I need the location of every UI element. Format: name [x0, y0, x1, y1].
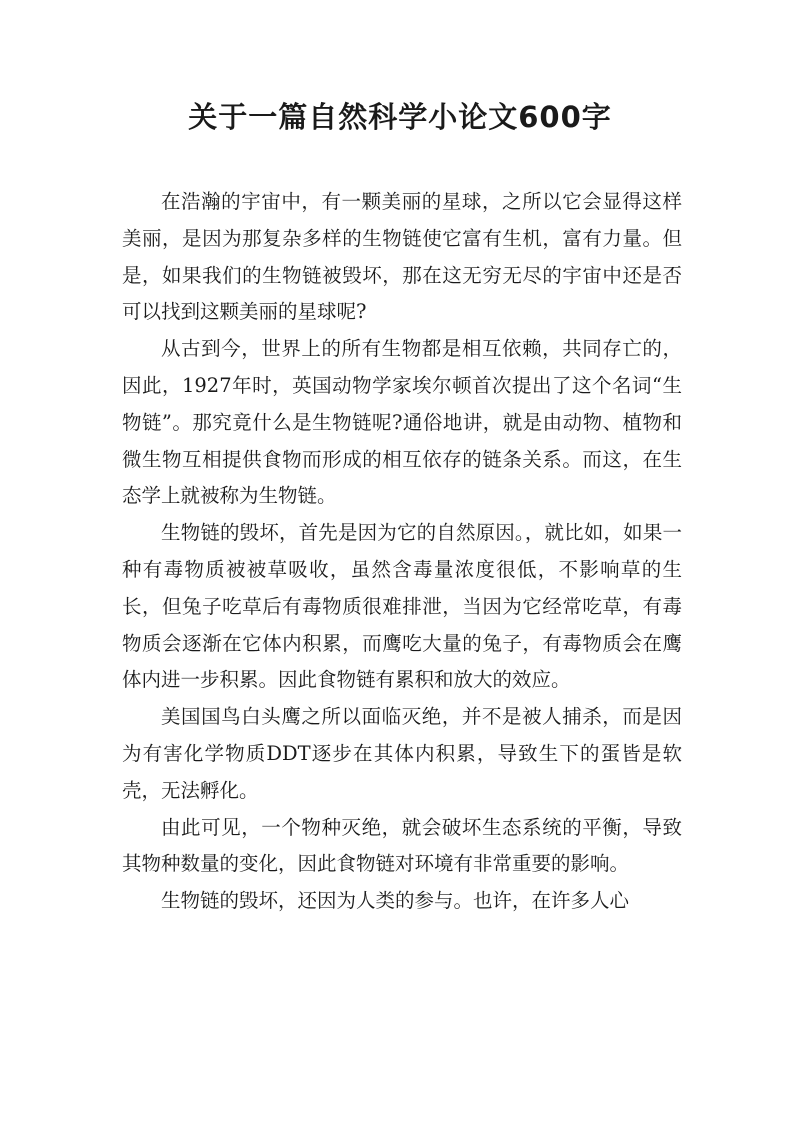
document-title: 关于一篇自然科学小论文600字 [188, 100, 612, 134]
paragraph-3: 生物链的毁坏，首先是因为它的自然原因。，就比如，如果一种有毒物质被被草吸收，虽然含毒量浓度很低，不影响草的生长，但兔子吃草后有毒物质很难排泄，当因为它经常吃草，有毒物质会逐渐在它体内积累，而鹰吃大量的兔子，有毒物质会在鹰体内进一步积累。因此食物链有累积和放大的效应。 [122, 521, 682, 692]
paragraph-2: 从古到今，世界上的所有生物都是相互依赖，共同存亡的，因此，1927年时，英国动物学家埃尔顿首次提出了这个名词“生物链”。那究竟什么是生物链呢?通俗地讲，就是由动物、植物和微生物互相提供食物而形成的相互依存的链条关系。而这，在生态学上就被称为生物链。 [122, 337, 682, 508]
paragraph-5: 由此可见，一个物种灭绝，就会破坏生态系统的平衡，导致其物种数量的变化，因此食物链对环境有非常重要的影响。 [122, 815, 682, 876]
paragraph-4: 美国国鸟白头鹰之所以面临灭绝，并不是被人捕杀，而是因为有害化学物质DDT逐步在其体内积累，导致生下的蛋皆是软壳，无法孵化。 [122, 705, 682, 802]
paragraph-6: 生物链的毁坏，还因为人类的参与。也许，在许多人心 [161, 889, 630, 913]
paragraph-1: 在浩瀚的宇宙中，有一颗美丽的星球，之所以它会显得这样美丽，是因为那复杂多样的生物链使它富有生机，富有力量。但是，如果我们的生物链被毁坏，那在这无穷无尽的宇宙中还是否可以找到这颗美丽的星球呢? [122, 190, 682, 324]
document-body [122, 184, 682, 920]
